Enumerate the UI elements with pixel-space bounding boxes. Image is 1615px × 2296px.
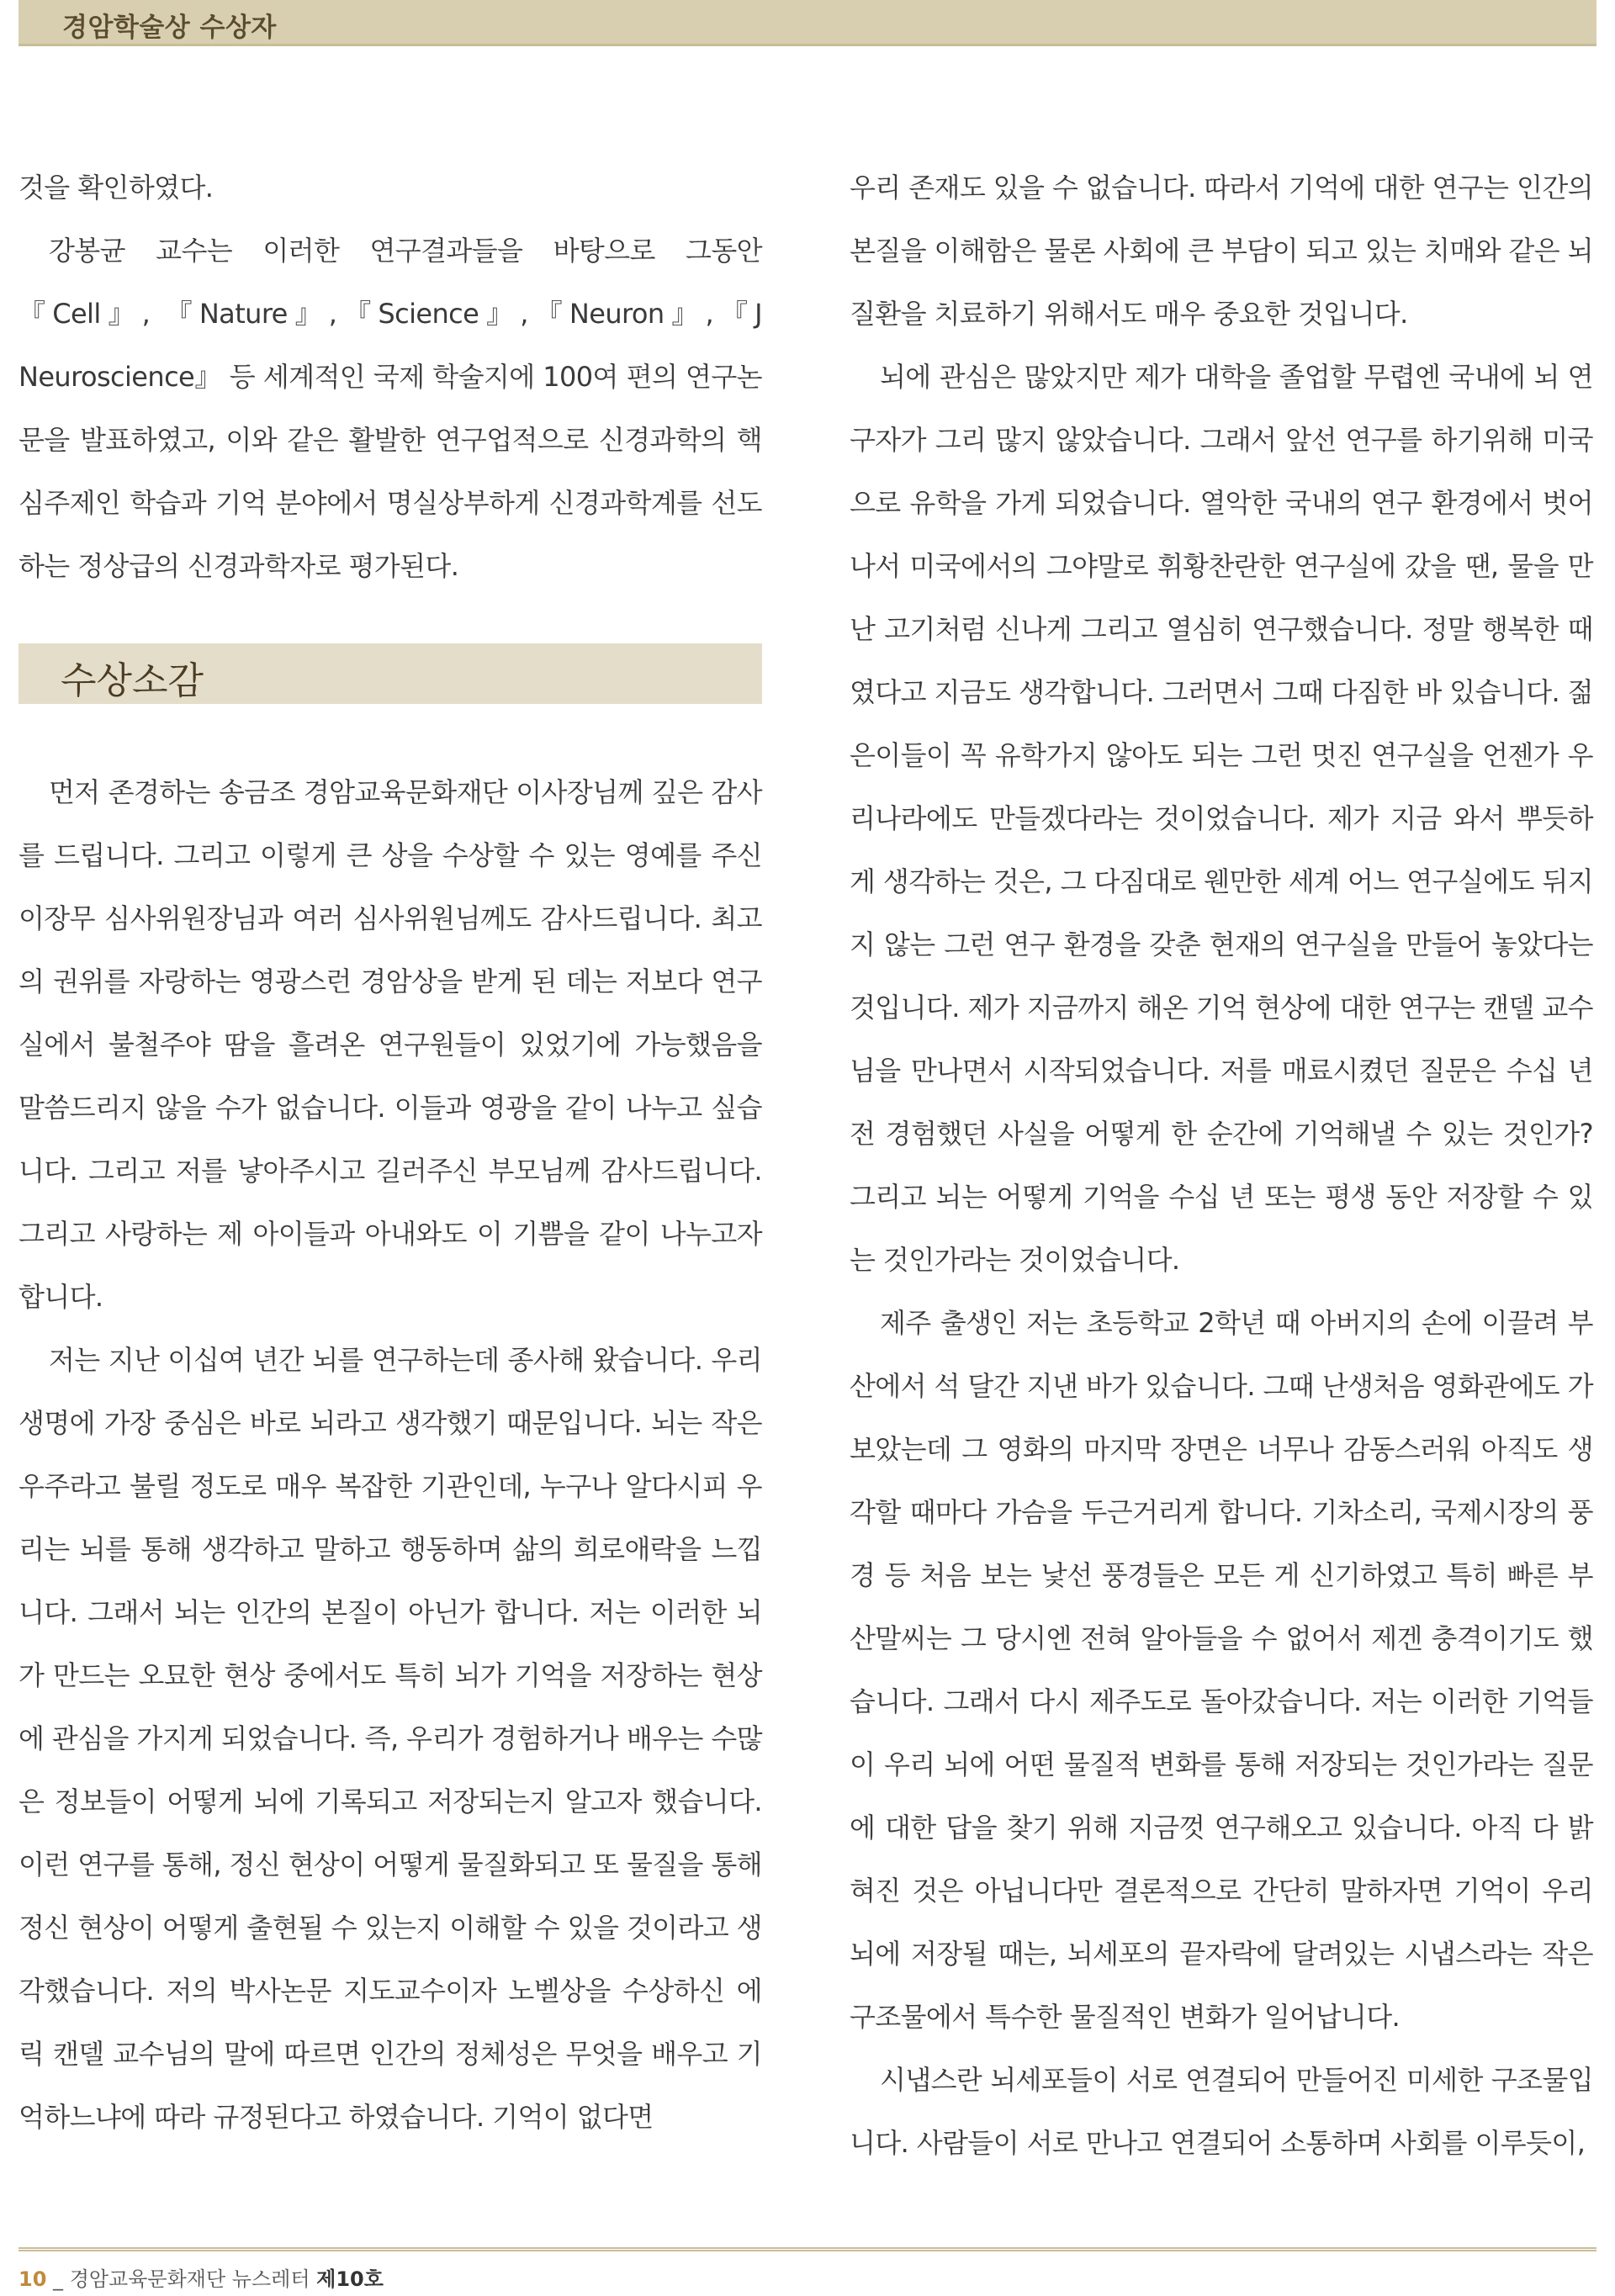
paragraph: 저는 지난 이십여 년간 뇌를 연구하는데 종사해 왔습니다. 우리 생명에 가장 중심은 바로 뇌라고 생각했기 때문입니다. 뇌는 작은 우주라고 불릴 정도로 매우 복잡한 기관인데, 누구나 알다시피 우리는 뇌를 통해 생각하고 말하고 행동하며 삶의 희로애락을 느낍니다. 그래서 뇌는 인간의 본질이 아닌가 합니다. 저는 이러한 뇌가 만드는 오묘한 현상 중에서도 특히 뇌가 기억을 저장하는 현상에 관심을 가지게 되었습니다. 즉, 우리가 경험하거나 배우는 수많은 정보들이 어떻게 뇌에 기록되고 저장되는지 알고자 했습니다. 이런 연구를 통해, 정신 현상이 어떻게 물질화되고 또 물질을 통해 정신 현상이 어떻게 출현될 수 있는지 이해할 수 있을 것이라고 생각했습니다. 저의 박사논문 지도교수이자 노벨상을 수상하신 에릭 캔델 교수님의 말에 따르면 인간의 정체성은 무엇을 배우고 기억하느냐에 따라 규정된다고 하였습니다. 기억이 없다면: [19, 1344, 762, 2133]
right-column: [850, 156, 1593, 2175]
left-column: [19, 156, 762, 2149]
paragraph: 강봉균 교수는 이러한 연구결과들을 바탕으로 그동안 『Cell』, 『Nature』,『Science』,『Neuron』,『J Neuroscience』 등 세계적인 국제 학술지에 100여 편의 연구논문을 발표하였고, 이와 같은 활발한 연구업적으로 신경과학의 핵심주제인 학습과 기억 분야에서 명실상부하게 신경과학계를 선도하는 정상급의 신경과학자로 평가된다.: [19, 235, 762, 582]
publication-name: 경암교육문화재단 뉴스레터: [69, 2267, 310, 2291]
page-section-title: 경암학술상 수상자: [62, 13, 277, 43]
paragraph: 것을 확인하였다.: [19, 172, 214, 204]
footer-separator: _: [53, 2267, 64, 2291]
page-footer: [19, 2262, 384, 2292]
paragraph: 시냅스란 뇌세포들이 서로 연결되어 만들어진 미세한 구조물입니다. 사람들이 서로 만나고 연결되어 소통하며 사회를 이루듯이,: [850, 2064, 1593, 2159]
footer-divider: [19, 2247, 1596, 2251]
paragraph: 먼저 존경하는 송금조 경암교육문화재단 이사장님께 깊은 감사를 드립니다. 그리고 이렇게 큰 상을 수상할 수 있는 영예를 주신 이장무 심사위원장님과 여러 심사위원님께도 감사드립니다. 최고의 권위를 자랑하는 영광스런 경암상을 받게 된 데는 저보다 연구실에서 불철주야 땀을 흘려온 연구원들이 있었기에 가능했음을 말씀드리지 않을 수가 없습니다. 이들과 영광을 같이 나누고 싶습니다. 그리고 저를 낳아주시고 길러주신 부모님께 감사드립니다. 그리고 사랑하는 제 아이들과 아내와도 이 기쁨을 같이 나누고자 합니다.: [19, 776, 762, 1313]
header-band: [19, 0, 1596, 46]
issue-number: 제10호: [316, 2267, 384, 2291]
page-number: 10: [19, 2267, 47, 2291]
section-heading-bar: [19, 643, 762, 704]
paragraph: 뇌에 관심은 많았지만 제가 대학을 졸업할 무렵엔 국내에 뇌 연구자가 그리 많지 않았습니다. 그래서 앞선 연구를 하기위해 미국으로 유학을 가게 되었습니다. 열악한 국내의 연구 환경에서 벗어나서 미국에서의 그야말로 휘황찬란한 연구실에 갔을 땐, 물을 만난 고기처럼 신나게 그리고 열심히 연구했습니다. 정말 행복한 때였다고 지금도 생각합니다. 그러면서 그때 다짐한 바 있습니다. 젊은이들이 꼭 유학가지 않아도 되는 그런 멋진 연구실을 언젠가 우리나라에도 만들겠다라는 것이었습니다. 제가 지금 와서 뿌듯하게 생각하는 것은, 그 다짐대로 웬만한 세계 어느 연구실에도 뒤지지 않는 그런 연구 환경을 갖춘 현재의 연구실을 만들어 놓았다는 것입니다. 제가 지금까지 해온 기억 현상에 대한 연구는 캔델 교수님을 만나면서 시작되었습니다. 저를 매료시켰던 질문은 수십 년 전 경험했던 사실을 어떻게 한 순간에 기억해낼 수 있는 것인가? 그리고 뇌는 어떻게 기억을 수십 년 또는 평생 동안 저장할 수 있는 것인가라는 것이었습니다.: [850, 361, 1593, 1276]
paragraph: 우리 존재도 있을 수 없습니다. 따라서 기억에 대한 연구는 인간의 본질을 이해함은 물론 사회에 큰 부담이 되고 있는 치매와 같은 뇌질환을 치료하기 위해서도 매우 중요한 것입니다.: [850, 172, 1593, 330]
paragraph: 제주 출생인 저는 초등학교 2학년 때 아버지의 손에 이끌려 부산에서 석 달간 지낸 바가 있습니다. 그때 난생처음 영화관에도 가보았는데 그 영화의 마지막 장면은 너무나 감동스러워 아직도 생각할 때마다 가슴을 두근거리게 합니다. 기차소리, 국제시장의 풍경 등 처음 보는 낯선 풍경들은 모든 게 신기하였고 특히 빠른 부산말씨는 그 당시엔 전혀 알아들을 수 없어서 제겐 충격이기도 했습니다. 그래서 다시 제주도로 돌아갔습니다. 저는 이러한 기억들이 우리 뇌에 어떤 물질적 변화를 통해 저장되는 것인가라는 질문에 대한 답을 찾기 위해 지금껏 연구해오고 있습니다. 아직 다 밝혀진 것은 아닙니다만 결론적으로 간단히 말하자면 기억이 우리 뇌에 저장될 때는, 뇌세포의 끝자락에 달려있는 시냅스라는 작은 구조물에서 특수한 물질적인 변화가 일어납니다.: [850, 1307, 1593, 2033]
section-title: 수상소감: [61, 659, 204, 702]
